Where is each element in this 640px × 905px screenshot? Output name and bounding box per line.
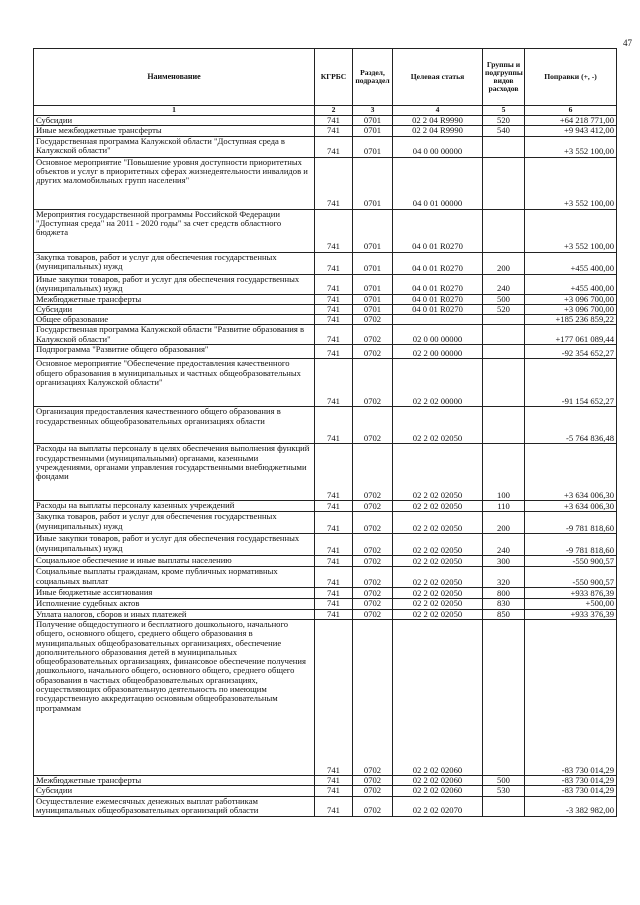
row-kgrbs: 741 <box>315 359 353 407</box>
row-razdel: 0702 <box>353 796 393 816</box>
row-name: Субсидии <box>34 786 315 796</box>
row-group: 520 <box>483 304 525 314</box>
row-razdel: 0701 <box>353 116 393 126</box>
row-article: 02 2 02 02060 <box>393 775 483 785</box>
row-group <box>483 407 525 444</box>
row-article: 04 0 01 R0270 <box>393 294 483 304</box>
row-amount: +3 634 006,30 <box>525 501 617 512</box>
row-name: Осуществление ежемесячных денежных выплат работникам муниципальных общеобразовательных организаций области <box>34 796 315 816</box>
row-group: 830 <box>483 599 525 609</box>
row-group: 240 <box>483 274 525 294</box>
row-name: Мероприятия государственной программы Российской Федерации "Доступная среда" на 2011 - 2020 годы" за счет средств областного бюджета <box>34 209 315 252</box>
table-body <box>34 106 617 817</box>
row-kgrbs: 741 <box>315 588 353 599</box>
row-razdel: 0702 <box>353 501 393 512</box>
table-row <box>34 609 617 619</box>
row-amount: -3 382 982,00 <box>525 796 617 816</box>
row-razdel: 0702 <box>353 345 393 359</box>
row-razdel: 0701 <box>353 126 393 136</box>
column-number: 5 <box>483 106 525 116</box>
row-amount: +3 096 700,00 <box>525 294 617 304</box>
row-name: Получение общедоступного и бесплатного дошкольного, начального общего, основного общего, среднего общего образования в муниципальных общеобразовательных организациях, обеспечение дополнительного образования детей в муниципальных общеобразовательных организациях, финансовое обеспечение получения дошкольного, начального общего, основного общего, среднего общего образования в частных общеобразовательных организациях, осуществляющих образовательную деятельность по имеющим государственную аккредитацию основным общеобразовательным программам <box>34 619 315 775</box>
row-name: Уплата налогов, сборов и иных платежей <box>34 609 315 619</box>
table-row <box>34 407 617 444</box>
row-kgrbs: 741 <box>315 512 353 534</box>
row-name: Межбюджетные трансферты <box>34 294 315 304</box>
row-razdel: 0702 <box>353 407 393 444</box>
row-razdel: 0702 <box>353 325 393 345</box>
row-article: 02 2 02 02050 <box>393 567 483 588</box>
header-razdel: Раздел, подраздел <box>353 49 393 106</box>
row-razdel: 0702 <box>353 534 393 556</box>
row-kgrbs: 741 <box>315 599 353 609</box>
row-group <box>483 157 525 209</box>
row-group <box>483 325 525 345</box>
row-article: 02 2 02 02050 <box>393 534 483 556</box>
row-group: 200 <box>483 512 525 534</box>
row-group: 200 <box>483 252 525 274</box>
row-article: 02 2 02 02050 <box>393 556 483 567</box>
row-group <box>483 136 525 157</box>
column-number: 2 <box>315 106 353 116</box>
row-kgrbs: 741 <box>315 345 353 359</box>
row-article: 04 0 01 R0270 <box>393 274 483 294</box>
row-amount: +933 876,39 <box>525 588 617 599</box>
row-kgrbs: 741 <box>315 126 353 136</box>
row-name: Социальные выплаты гражданам, кроме публичных нормативных социальных выплат <box>34 567 315 588</box>
row-razdel: 0702 <box>353 444 393 501</box>
table-row <box>34 359 617 407</box>
table-row <box>34 619 617 775</box>
row-amount: +500,00 <box>525 599 617 609</box>
row-name: Основное мероприятие "Повышение уровня доступности приоритетных объектов и услуг в приоритетных сферах жизнедеятельности инвалидов и других маломобильных групп населения" <box>34 157 315 209</box>
table-row <box>34 786 617 796</box>
row-amount: +3 096 700,00 <box>525 304 617 314</box>
row-article: 04 0 00 00000 <box>393 136 483 157</box>
row-razdel: 0702 <box>353 786 393 796</box>
row-name: Иные закупки товаров, работ и услуг для обеспечения государственных (муниципальных) нужд <box>34 274 315 294</box>
row-kgrbs: 741 <box>315 252 353 274</box>
row-amount: +933 376,39 <box>525 609 617 619</box>
row-kgrbs: 741 <box>315 157 353 209</box>
header-amount: Поправки (+, -) <box>525 49 617 106</box>
row-group: 800 <box>483 588 525 599</box>
row-kgrbs: 741 <box>315 444 353 501</box>
table-row <box>34 534 617 556</box>
row-amount: +9 943 412,00 <box>525 126 617 136</box>
row-group: 530 <box>483 786 525 796</box>
row-group: 500 <box>483 294 525 304</box>
column-number: 6 <box>525 106 617 116</box>
row-article: 02 2 02 02050 <box>393 609 483 619</box>
row-article: 04 0 01 R0270 <box>393 252 483 274</box>
row-amount: +185 236 859,22 <box>525 315 617 325</box>
row-name: Основное мероприятие "Обеспечение предоставления качественного общего образования в муниципальных и частных общеобразовательных организациях Калужской области" <box>34 359 315 407</box>
row-razdel: 0702 <box>353 609 393 619</box>
row-kgrbs: 741 <box>315 501 353 512</box>
row-amount: +3 552 100,00 <box>525 136 617 157</box>
row-amount: +455 400,00 <box>525 274 617 294</box>
row-name: Межбюджетные трансферты <box>34 775 315 785</box>
row-article: 04 0 01 00000 <box>393 157 483 209</box>
row-kgrbs: 741 <box>315 325 353 345</box>
table-row <box>34 512 617 534</box>
row-kgrbs: 741 <box>315 274 353 294</box>
row-article: 04 0 01 R0270 <box>393 304 483 314</box>
row-name: Расходы на выплаты персоналу в целях обеспечения выполнения функций государственными (муниципальными) органами, казенными учреждениями, органами управления государственными внебюджетными фондами <box>34 444 315 501</box>
row-razdel: 0701 <box>353 136 393 157</box>
table-row <box>34 567 617 588</box>
row-kgrbs: 741 <box>315 209 353 252</box>
table-row <box>34 775 617 785</box>
table-row <box>34 501 617 512</box>
row-amount: -9 781 818,60 <box>525 512 617 534</box>
table-row <box>34 116 617 126</box>
row-razdel: 0702 <box>353 567 393 588</box>
row-razdel: 0702 <box>353 315 393 325</box>
row-name: Иные бюджетные ассигнования <box>34 588 315 599</box>
table-row <box>34 444 617 501</box>
row-razdel: 0701 <box>353 294 393 304</box>
row-group <box>483 315 525 325</box>
row-article: 02 2 02 02070 <box>393 796 483 816</box>
row-article: 02 2 02 02050 <box>393 512 483 534</box>
row-name: Социальное обеспечение и иные выплаты населению <box>34 556 315 567</box>
row-article: 02 2 02 02050 <box>393 444 483 501</box>
row-group: 500 <box>483 775 525 785</box>
budget-table <box>33 48 617 817</box>
row-razdel: 0702 <box>353 775 393 785</box>
column-number: 4 <box>393 106 483 116</box>
row-kgrbs: 741 <box>315 796 353 816</box>
row-article: 02 2 00 00000 <box>393 345 483 359</box>
row-amount: -550 900,57 <box>525 556 617 567</box>
column-number: 1 <box>34 106 315 116</box>
row-razdel: 0701 <box>353 157 393 209</box>
row-kgrbs: 741 <box>315 556 353 567</box>
header-kgrbs: КГРБС <box>315 49 353 106</box>
row-amount: -83 730 014,29 <box>525 786 617 796</box>
row-razdel: 0702 <box>353 512 393 534</box>
row-kgrbs: 741 <box>315 136 353 157</box>
row-kgrbs: 741 <box>315 619 353 775</box>
row-article <box>393 315 483 325</box>
row-name: Субсидии <box>34 304 315 314</box>
row-name: Расходы на выплаты персоналу казенных учреждений <box>34 501 315 512</box>
row-group: 850 <box>483 609 525 619</box>
row-name: Субсидии <box>34 116 315 126</box>
row-amount: +3 552 100,00 <box>525 209 617 252</box>
row-group <box>483 796 525 816</box>
row-name: Подпрограмма "Развитие общего образования" <box>34 345 315 359</box>
row-article: 02 2 04 R9990 <box>393 126 483 136</box>
row-name: Закупка товаров, работ и услуг для обеспечения государственных (муниципальных) нужд <box>34 512 315 534</box>
table-row <box>34 556 617 567</box>
row-group: 540 <box>483 126 525 136</box>
row-group <box>483 345 525 359</box>
row-article: 02 2 02 02050 <box>393 588 483 599</box>
row-kgrbs: 741 <box>315 407 353 444</box>
table-row <box>34 126 617 136</box>
row-razdel: 0702 <box>353 619 393 775</box>
row-razdel: 0701 <box>353 304 393 314</box>
row-article: 04 0 01 R0270 <box>393 209 483 252</box>
row-article: 02 2 02 00000 <box>393 359 483 407</box>
row-kgrbs: 741 <box>315 315 353 325</box>
header-name: Наименование <box>34 49 315 106</box>
row-group <box>483 619 525 775</box>
row-razdel: 0702 <box>353 599 393 609</box>
row-name: Государственная программа Калужской области "Развитие образования в Калужской области" <box>34 325 315 345</box>
row-razdel: 0702 <box>353 359 393 407</box>
row-article: 02 2 02 02050 <box>393 501 483 512</box>
row-razdel: 0702 <box>353 588 393 599</box>
row-group <box>483 359 525 407</box>
header-group: Группы и подгруппы видов расходов <box>483 49 525 106</box>
row-name: Организация предоставления качественного общего образования в государственных общеобразовательных организациях области <box>34 407 315 444</box>
row-amount: +455 400,00 <box>525 252 617 274</box>
row-name: Исполнение судебных актов <box>34 599 315 609</box>
row-amount: +3 634 006,30 <box>525 444 617 501</box>
row-article: 02 2 02 02050 <box>393 407 483 444</box>
row-kgrbs: 741 <box>315 294 353 304</box>
row-amount: +177 061 089,44 <box>525 325 617 345</box>
table-row <box>34 136 617 157</box>
column-number: 3 <box>353 106 393 116</box>
table-row <box>34 796 617 816</box>
row-amount: +64 218 771,00 <box>525 116 617 126</box>
row-amount: -83 730 014,29 <box>525 619 617 775</box>
header-article: Целевая статья <box>393 49 483 106</box>
row-kgrbs: 741 <box>315 775 353 785</box>
row-group: 240 <box>483 534 525 556</box>
row-kgrbs: 741 <box>315 304 353 314</box>
row-article: 02 2 02 02060 <box>393 619 483 775</box>
table-row <box>34 588 617 599</box>
row-amount: -5 764 836,48 <box>525 407 617 444</box>
table-row <box>34 294 617 304</box>
row-name: Иные межбюджетные трансферты <box>34 126 315 136</box>
row-article: 02 2 04 R9990 <box>393 116 483 126</box>
row-kgrbs: 741 <box>315 116 353 126</box>
page-number: 47 <box>623 38 632 48</box>
row-group: 100 <box>483 444 525 501</box>
row-kgrbs: 741 <box>315 609 353 619</box>
row-razdel: 0701 <box>353 252 393 274</box>
row-name: Общее образование <box>34 315 315 325</box>
table-row <box>34 599 617 609</box>
row-kgrbs: 741 <box>315 786 353 796</box>
row-razdel: 0701 <box>353 209 393 252</box>
row-group: 320 <box>483 567 525 588</box>
row-article: 02 2 02 02050 <box>393 599 483 609</box>
column-number-row <box>34 106 617 116</box>
table-row <box>34 157 617 209</box>
table-header-row <box>34 49 617 106</box>
table-row <box>34 209 617 252</box>
row-group <box>483 209 525 252</box>
row-name: Государственная программа Калужской области "Доступная среда в Калужской области" <box>34 136 315 157</box>
table-row <box>34 345 617 359</box>
table-row <box>34 252 617 274</box>
row-amount: -550 900,57 <box>525 567 617 588</box>
row-amount: -91 154 652,27 <box>525 359 617 407</box>
table-row <box>34 325 617 345</box>
row-razdel: 0702 <box>353 556 393 567</box>
row-article: 02 0 00 00000 <box>393 325 483 345</box>
table-row <box>34 304 617 314</box>
row-name: Иные закупки товаров, работ и услуг для обеспечения государственных (муниципальных) нужд <box>34 534 315 556</box>
table-row <box>34 315 617 325</box>
table-row <box>34 274 617 294</box>
row-group: 110 <box>483 501 525 512</box>
row-amount: -9 781 818,60 <box>525 534 617 556</box>
row-group: 300 <box>483 556 525 567</box>
row-amount: -83 730 014,29 <box>525 775 617 785</box>
row-kgrbs: 741 <box>315 567 353 588</box>
row-amount: -92 354 652,27 <box>525 345 617 359</box>
row-article: 02 2 02 02060 <box>393 786 483 796</box>
row-group: 520 <box>483 116 525 126</box>
row-razdel: 0701 <box>353 274 393 294</box>
row-kgrbs: 741 <box>315 534 353 556</box>
row-amount: +3 552 100,00 <box>525 157 617 209</box>
row-name: Закупка товаров, работ и услуг для обеспечения государственных (муниципальных) нужд <box>34 252 315 274</box>
